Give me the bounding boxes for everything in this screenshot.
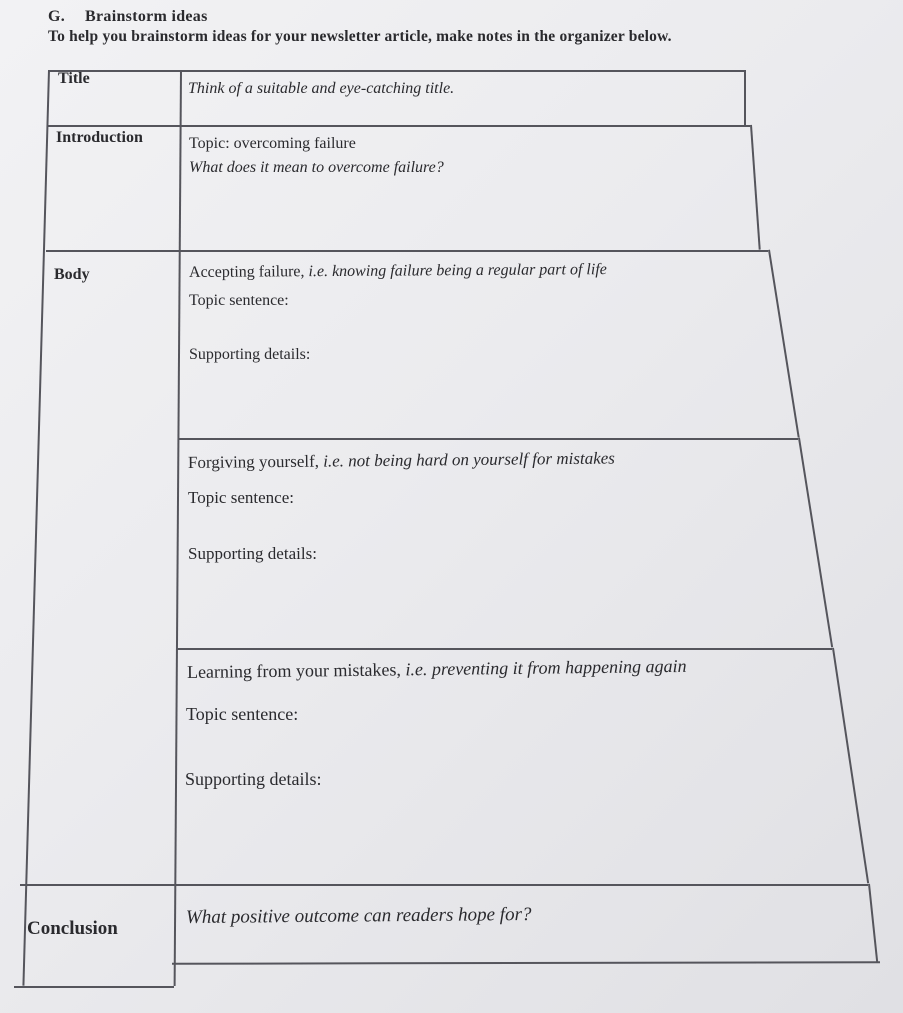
- body-section-1-supporting-details: Supporting details:: [189, 346, 311, 363]
- body-divider-1: [178, 438, 798, 440]
- body-section-3-heading-italic: i.e. preventing it from happening again: [405, 655, 687, 680]
- introduction-question: What does it mean to overcome failure?: [189, 159, 444, 176]
- body-section-1-heading: [189, 260, 607, 283]
- row-label-introduction: Introduction: [56, 129, 143, 146]
- table-top-border: [48, 70, 744, 72]
- table-bottom-border: [14, 986, 174, 988]
- table-right-border-body-3: [832, 648, 869, 884]
- body-section-1-topic-sentence: Topic sentence:: [189, 292, 289, 309]
- conclusion-question: What positive outcome can readers hope for?: [185, 903, 532, 928]
- instructions-text: To help you brainstorm ideas for your newsletter article, make notes in the organizer below.: [48, 28, 672, 45]
- title-prompt: Think of a suitable and eye-catching title.: [188, 80, 455, 97]
- table-right-border-body-2: [798, 438, 833, 648]
- body-section-1-heading-italic: i.e. knowing failure being a regular part of life: [308, 261, 607, 281]
- row-divider-title: [48, 125, 750, 127]
- body-section-2-supporting-details: Supporting details:: [188, 544, 317, 563]
- table-right-border-title: [744, 70, 746, 125]
- body-divider-2: [176, 648, 832, 650]
- row-label-title: Title: [58, 70, 90, 87]
- table-right-border-intro: [750, 125, 760, 250]
- table-right-border-conclusion: [868, 884, 878, 962]
- column-divider: [174, 70, 182, 986]
- row-divider-body: [20, 884, 868, 886]
- section-title: Brainstorm ideas: [85, 8, 208, 25]
- body-section-2-heading-plain: Forgiving yourself,: [187, 451, 324, 472]
- table-left-border: [22, 70, 49, 986]
- row-label-conclusion: Conclusion: [27, 918, 118, 939]
- body-section-3-supporting-details: Supporting details:: [185, 769, 322, 789]
- body-section-2-heading: [188, 449, 615, 473]
- body-section-1-heading-plain: Accepting failure,: [188, 263, 309, 281]
- body-section-3-topic-sentence: Topic sentence:: [186, 704, 299, 724]
- row-label-body: Body: [54, 266, 90, 283]
- table-right-border-body-1: [768, 250, 799, 438]
- row-divider-introduction: [46, 250, 768, 252]
- section-letter: G.: [48, 8, 66, 25]
- body-section-3-heading: [187, 656, 687, 682]
- introduction-topic: Topic: overcoming failure: [189, 135, 356, 152]
- body-section-2-topic-sentence: Topic sentence:: [188, 488, 294, 507]
- body-section-2-heading-italic: i.e. not being hard on yourself for mistakes: [323, 448, 615, 471]
- table-bottom-border-right: [172, 961, 880, 964]
- section-heading: [48, 8, 208, 26]
- body-section-3-heading-plain: Learning from your mistakes,: [186, 659, 406, 682]
